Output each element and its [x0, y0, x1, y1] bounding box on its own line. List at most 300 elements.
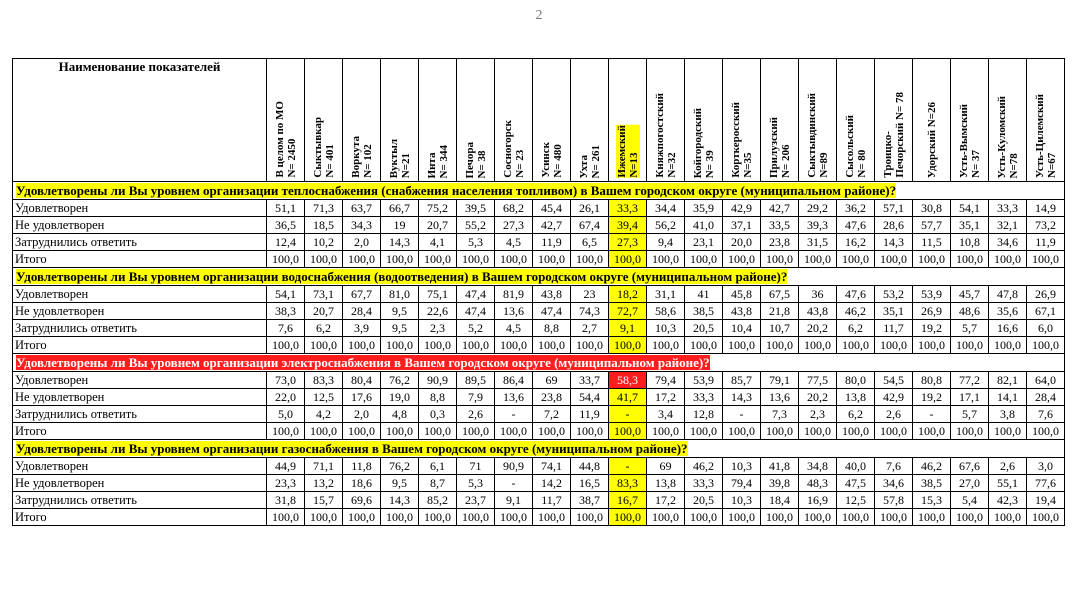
- table-cell: 18,4: [761, 492, 799, 509]
- table-cell: 33,3: [685, 389, 723, 406]
- table-cell: 85,7: [723, 372, 761, 389]
- table-cell: 67,1: [1027, 303, 1065, 320]
- column-header: [609, 59, 647, 182]
- table-cell: 35,1: [875, 303, 913, 320]
- table-cell: 5,7: [951, 320, 989, 337]
- table-cell: 10,3: [723, 492, 761, 509]
- table-cell: 79,1: [761, 372, 799, 389]
- table-cell: -: [723, 406, 761, 423]
- table-cell: 100,0: [495, 423, 533, 440]
- table-cell: 39,8: [761, 475, 799, 492]
- table-cell: 19,2: [913, 389, 951, 406]
- table-cell: 100,0: [913, 509, 951, 526]
- table-cell: 100,0: [951, 423, 989, 440]
- table-header-row: [13, 59, 1065, 182]
- table-cell: 100,0: [799, 337, 837, 354]
- table-cell: 9,5: [381, 320, 419, 337]
- table-cell: 42,9: [875, 389, 913, 406]
- table-cell: 75,2: [419, 200, 457, 217]
- column-header: [533, 59, 571, 182]
- question-cell: [13, 440, 1065, 458]
- table-cell: 67,5: [761, 286, 799, 303]
- table-cell: 14,1: [989, 389, 1027, 406]
- column-header: [1027, 59, 1065, 182]
- table-cell: 100,0: [1027, 251, 1065, 268]
- table-cell: 5,3: [457, 475, 495, 492]
- table-cell: 69: [647, 458, 685, 475]
- column-header: [457, 59, 495, 182]
- row-label: Удовлетворен: [13, 458, 267, 475]
- table-row: [13, 475, 1065, 492]
- table-cell: 100,0: [647, 337, 685, 354]
- table-cell: 74,1: [533, 458, 571, 475]
- table-cell: 100,0: [381, 423, 419, 440]
- table-cell: 100,0: [685, 423, 723, 440]
- table-cell: 14,3: [381, 492, 419, 509]
- table-cell: 11,5: [913, 234, 951, 251]
- table-cell: 100,0: [913, 423, 951, 440]
- table-cell: 67,4: [571, 217, 609, 234]
- table-cell: 77,5: [799, 372, 837, 389]
- table-cell: 39,3: [799, 217, 837, 234]
- table-cell: 20,2: [799, 320, 837, 337]
- table-cell: 44,9: [267, 458, 305, 475]
- column-header: [799, 59, 837, 182]
- table-cell: 0,3: [419, 406, 457, 423]
- table-cell: 82,1: [989, 372, 1027, 389]
- table-cell: 33,7: [571, 372, 609, 389]
- table-cell: 100,0: [267, 509, 305, 526]
- table-cell: 100,0: [837, 251, 875, 268]
- table-cell: 2,0: [343, 234, 381, 251]
- indicator-name-header: Наименование показателей: [13, 59, 267, 182]
- column-header-label: Корткеросский N=35: [729, 102, 754, 178]
- row-label: Не удовлетворен: [13, 389, 267, 406]
- table-cell: 83,3: [609, 475, 647, 492]
- table-cell: 55,1: [989, 475, 1027, 492]
- table-cell: 100,0: [533, 423, 571, 440]
- table-cell: 33,3: [685, 475, 723, 492]
- table-cell: 37,1: [723, 217, 761, 234]
- survey-results-table: [12, 58, 1065, 526]
- table-cell: 32,1: [989, 217, 1027, 234]
- table-cell: 100,0: [875, 423, 913, 440]
- table-cell: 38,5: [913, 475, 951, 492]
- table-cell: 100,0: [343, 423, 381, 440]
- table-cell: 28,4: [1027, 389, 1065, 406]
- column-header: [685, 59, 723, 182]
- table-cell: 16,6: [989, 320, 1027, 337]
- table-row: [13, 251, 1065, 268]
- table-cell: 45,8: [723, 286, 761, 303]
- table-cell: 48,6: [951, 303, 989, 320]
- table-cell: 41: [685, 286, 723, 303]
- table-cell: 69,6: [343, 492, 381, 509]
- row-label: Не удовлетворен: [13, 217, 267, 234]
- table-row: [13, 372, 1065, 389]
- table-cell: 2,0: [343, 406, 381, 423]
- column-header: [647, 59, 685, 182]
- table-cell: 100,0: [495, 251, 533, 268]
- table-row: [13, 509, 1065, 526]
- table-cell: 7,2: [533, 406, 571, 423]
- table-cell: 77,2: [951, 372, 989, 389]
- table-cell: 100,0: [609, 337, 647, 354]
- table-cell: -: [495, 406, 533, 423]
- table-cell: 20,0: [723, 234, 761, 251]
- table-cell: 72,7: [609, 303, 647, 320]
- table-cell: 100,0: [609, 251, 647, 268]
- table-cell: 23: [571, 286, 609, 303]
- table-cell: 9,1: [609, 320, 647, 337]
- table-cell: 2,7: [571, 320, 609, 337]
- table-cell: 66,7: [381, 200, 419, 217]
- table-row: [13, 458, 1065, 475]
- table-cell: 100,0: [267, 251, 305, 268]
- table-cell: 42,7: [533, 217, 571, 234]
- table-cell: 100,0: [761, 509, 799, 526]
- table-cell: 11,8: [343, 458, 381, 475]
- table-cell: 4,5: [495, 320, 533, 337]
- table-cell: 76,2: [381, 458, 419, 475]
- table-cell: 6,5: [571, 234, 609, 251]
- table-cell: 67,6: [951, 458, 989, 475]
- table-cell: 100,0: [913, 251, 951, 268]
- table-cell: 54,5: [875, 372, 913, 389]
- table-cell: 26,9: [913, 303, 951, 320]
- table-row: [13, 406, 1065, 423]
- table-cell: 13,8: [647, 475, 685, 492]
- column-header: [761, 59, 799, 182]
- table-cell: 14,2: [533, 475, 571, 492]
- column-header: [951, 59, 989, 182]
- table-cell: 28,6: [875, 217, 913, 234]
- table-cell: -: [495, 475, 533, 492]
- table-cell: 18,5: [305, 217, 343, 234]
- table-cell: 100,0: [609, 423, 647, 440]
- table-cell: 27,3: [609, 234, 647, 251]
- table-cell: 100,0: [419, 509, 457, 526]
- table-cell: 6,2: [305, 320, 343, 337]
- table-cell: 100,0: [837, 423, 875, 440]
- question-cell: [13, 354, 1065, 372]
- column-header: [571, 59, 609, 182]
- table-cell: 26,9: [1027, 286, 1065, 303]
- table-cell: 20,7: [305, 303, 343, 320]
- table-cell: 23,1: [685, 234, 723, 251]
- table-cell: 100,0: [685, 337, 723, 354]
- table-cell: 100,0: [267, 337, 305, 354]
- column-header: [267, 59, 305, 182]
- page-number: 2: [535, 8, 543, 23]
- table-cell: 64,0: [1027, 372, 1065, 389]
- table-cell: 53,2: [875, 286, 913, 303]
- table-cell: 41,7: [609, 389, 647, 406]
- row-label: Итого: [13, 423, 267, 440]
- table-cell: 17,2: [647, 389, 685, 406]
- table-cell: 15,7: [305, 492, 343, 509]
- table-cell: 43,8: [533, 286, 571, 303]
- table-cell: 2,3: [799, 406, 837, 423]
- table-cell: 73,2: [1027, 217, 1065, 234]
- table-cell: 100,0: [761, 251, 799, 268]
- table-cell: 31,5: [799, 234, 837, 251]
- table-cell: 100,0: [1027, 423, 1065, 440]
- column-header: [989, 59, 1027, 182]
- table-cell: 20,5: [685, 492, 723, 509]
- table-cell: 100,0: [799, 251, 837, 268]
- table-cell: 100,0: [343, 337, 381, 354]
- table-cell: 11,9: [533, 234, 571, 251]
- column-header: [913, 59, 951, 182]
- column-header-label: Вуктыл N=21: [387, 138, 412, 178]
- column-header-label: Прилузский N= 206: [767, 117, 792, 178]
- table-cell: 15,3: [913, 492, 951, 509]
- column-header-label: Усть-Цилемский N=67: [1033, 94, 1058, 178]
- table-cell: 100,0: [685, 509, 723, 526]
- question-text: Удовлетворены ли Вы уровнем организации водоснабжения (водоотведения) в Вашем городском округе (муниципальном районе)?: [16, 268, 788, 284]
- table-cell: 28,4: [343, 303, 381, 320]
- table-cell: 13,2: [305, 475, 343, 492]
- column-header-label: Троицко- Печорский N= 78: [881, 92, 906, 178]
- table-cell: 43,8: [723, 303, 761, 320]
- table-cell: 14,3: [723, 389, 761, 406]
- table-cell: 13,6: [495, 303, 533, 320]
- table-cell: 68,2: [495, 200, 533, 217]
- table-cell: 46,2: [913, 458, 951, 475]
- table-cell: 100,0: [609, 509, 647, 526]
- table-cell: 36,5: [267, 217, 305, 234]
- table-cell: 71: [457, 458, 495, 475]
- table-row: [13, 200, 1065, 217]
- table-cell: 3,9: [343, 320, 381, 337]
- table-cell: 12,8: [685, 406, 723, 423]
- table-cell: -: [609, 406, 647, 423]
- table-cell: 17,1: [951, 389, 989, 406]
- table-cell: 71,1: [305, 458, 343, 475]
- table-cell: 100,0: [305, 337, 343, 354]
- table-cell: 11,7: [533, 492, 571, 509]
- table-cell: 33,3: [989, 200, 1027, 217]
- table-cell: 51,1: [267, 200, 305, 217]
- table-cell: 45,7: [951, 286, 989, 303]
- table-cell: 27,0: [951, 475, 989, 492]
- table-cell: 30,8: [913, 200, 951, 217]
- table-cell: 47,8: [989, 286, 1027, 303]
- column-header: [875, 59, 913, 182]
- table-cell: 39,4: [609, 217, 647, 234]
- question-cell: [13, 268, 1065, 286]
- question-row: [13, 354, 1065, 372]
- column-header-label: Усть-Куломский N=78: [995, 95, 1020, 178]
- column-header: [837, 59, 875, 182]
- table-cell: 48,3: [799, 475, 837, 492]
- table-cell: 9,5: [381, 303, 419, 320]
- table-cell: 42,3: [989, 492, 1027, 509]
- table-cell: 86,4: [495, 372, 533, 389]
- table-cell: 100,0: [837, 337, 875, 354]
- table-cell: 26,1: [571, 200, 609, 217]
- question-row: [13, 440, 1065, 458]
- table-cell: 2,3: [419, 320, 457, 337]
- table-cell: 47,4: [533, 303, 571, 320]
- table-cell: 54,4: [571, 389, 609, 406]
- table-cell: 54,1: [951, 200, 989, 217]
- column-header: [343, 59, 381, 182]
- column-header: [419, 59, 457, 182]
- table-cell: 100,0: [419, 423, 457, 440]
- table-cell: 39,5: [457, 200, 495, 217]
- table-cell: 35,6: [989, 303, 1027, 320]
- question-text: Удовлетворены ли Вы уровнем организации электроснабжения в Вашем городском округе (муниципальном районе)?: [16, 354, 710, 370]
- table-cell: 7,9: [457, 389, 495, 406]
- table-cell: 100,0: [799, 509, 837, 526]
- table-cell: 81,9: [495, 286, 533, 303]
- table-cell: 100,0: [343, 251, 381, 268]
- table-cell: 100,0: [1027, 337, 1065, 354]
- table-cell: 10,3: [647, 320, 685, 337]
- table-cell: 34,4: [647, 200, 685, 217]
- table-cell: 31,8: [267, 492, 305, 509]
- column-header-label: Усть-Вымский N= 37: [957, 104, 982, 178]
- table-cell: 56,2: [647, 217, 685, 234]
- table-cell: 14,9: [1027, 200, 1065, 217]
- table-cell: 18,6: [343, 475, 381, 492]
- column-header-label: Ижемский N=13: [615, 125, 640, 178]
- table-cell: 10,3: [723, 458, 761, 475]
- table-cell: 100,0: [457, 251, 495, 268]
- table-cell: 100,0: [533, 337, 571, 354]
- table-cell: 41,8: [761, 458, 799, 475]
- table-cell: 19,4: [1027, 492, 1065, 509]
- table-cell: 76,2: [381, 372, 419, 389]
- table-cell: 8,7: [419, 475, 457, 492]
- table-cell: 38,7: [571, 492, 609, 509]
- table-cell: 4,1: [419, 234, 457, 251]
- table-cell: 20,2: [799, 389, 837, 406]
- column-header-label: Сыктывкар N= 401: [311, 117, 336, 178]
- table-cell: 4,5: [495, 234, 533, 251]
- table-cell: 100,0: [571, 423, 609, 440]
- column-header-label: Сысольский N= 80: [843, 115, 868, 178]
- table-cell: 23,7: [457, 492, 495, 509]
- table-cell: 100,0: [1027, 509, 1065, 526]
- table-cell: 8,8: [533, 320, 571, 337]
- table-cell: 6,1: [419, 458, 457, 475]
- table-cell: 100,0: [647, 423, 685, 440]
- table-cell: 5,4: [951, 492, 989, 509]
- row-label: Итого: [13, 251, 267, 268]
- table-cell: 6,2: [837, 406, 875, 423]
- table-cell: 3,4: [647, 406, 685, 423]
- question-row: [13, 268, 1065, 286]
- table-cell: 100,0: [723, 423, 761, 440]
- table-cell: 4,8: [381, 406, 419, 423]
- table-cell: 74,3: [571, 303, 609, 320]
- table-cell: 10,7: [761, 320, 799, 337]
- table-cell: 34,3: [343, 217, 381, 234]
- table-cell: 100,0: [875, 509, 913, 526]
- table-cell: 11,9: [1027, 234, 1065, 251]
- row-label: Удовлетворен: [13, 200, 267, 217]
- table-cell: 36,2: [837, 200, 875, 217]
- table-cell: 23,8: [761, 234, 799, 251]
- table-cell: 100,0: [723, 337, 761, 354]
- table-cell: 57,7: [913, 217, 951, 234]
- table-cell: 100,0: [951, 509, 989, 526]
- table-cell: 83,3: [305, 372, 343, 389]
- table-cell: 100,0: [305, 251, 343, 268]
- table-cell: 57,8: [875, 492, 913, 509]
- table-cell: 3,8: [989, 406, 1027, 423]
- table-cell: 46,2: [685, 458, 723, 475]
- table-cell: 22,6: [419, 303, 457, 320]
- question-cell: [13, 182, 1065, 200]
- table-cell: 80,0: [837, 372, 875, 389]
- table-cell: 45,4: [533, 200, 571, 217]
- table-cell: 58,3: [609, 372, 647, 389]
- table-cell: 19,0: [381, 389, 419, 406]
- column-header-label: Княжпогостский N=32: [653, 93, 678, 178]
- table-cell: 40,0: [837, 458, 875, 475]
- table-cell: 14,3: [875, 234, 913, 251]
- table-cell: 10,4: [723, 320, 761, 337]
- table-cell: 89,5: [457, 372, 495, 389]
- table-cell: 2,6: [989, 458, 1027, 475]
- table-cell: 100,0: [381, 251, 419, 268]
- table-cell: 42,9: [723, 200, 761, 217]
- table-cell: 12,4: [267, 234, 305, 251]
- column-header-label: Койгородский N= 39: [691, 107, 716, 178]
- table-cell: 44,8: [571, 458, 609, 475]
- table-cell: 100,0: [533, 509, 571, 526]
- column-header-label: Усинск N= 480: [539, 142, 564, 178]
- table-cell: 6,2: [837, 320, 875, 337]
- row-label: Затруднились ответить: [13, 492, 267, 509]
- table-cell: 100,0: [951, 337, 989, 354]
- question-text: Удовлетворены ли Вы уровнем организации газоснабжения в Вашем городском округе (муниципальном районе)?: [16, 440, 688, 456]
- table-cell: 100,0: [267, 423, 305, 440]
- table-row: [13, 423, 1065, 440]
- row-label: Затруднились ответить: [13, 320, 267, 337]
- table-cell: 100,0: [381, 509, 419, 526]
- table-cell: 67,7: [343, 286, 381, 303]
- table-cell: 34,6: [875, 475, 913, 492]
- table-cell: 35,1: [951, 217, 989, 234]
- table-cell: 13,6: [495, 389, 533, 406]
- table-cell: 11,7: [875, 320, 913, 337]
- table-cell: 73,1: [305, 286, 343, 303]
- table-cell: 7,3: [761, 406, 799, 423]
- table-row: [13, 234, 1065, 251]
- table-cell: 100,0: [305, 423, 343, 440]
- table-cell: 5,3: [457, 234, 495, 251]
- table-cell: 100,0: [989, 251, 1027, 268]
- table-cell: 100,0: [875, 337, 913, 354]
- table-cell: 9,1: [495, 492, 533, 509]
- table-cell: 75,1: [419, 286, 457, 303]
- table-cell: 17,2: [647, 492, 685, 509]
- table-cell: 19,2: [913, 320, 951, 337]
- table-cell: 16,2: [837, 234, 875, 251]
- table-cell: 21,8: [761, 303, 799, 320]
- table-cell: 100,0: [419, 337, 457, 354]
- table-cell: 47,6: [837, 286, 875, 303]
- column-header-label: Сыктывдинский N=89: [805, 93, 830, 178]
- table-cell: 41,0: [685, 217, 723, 234]
- table-cell: 100,0: [457, 423, 495, 440]
- table-cell: 29,2: [799, 200, 837, 217]
